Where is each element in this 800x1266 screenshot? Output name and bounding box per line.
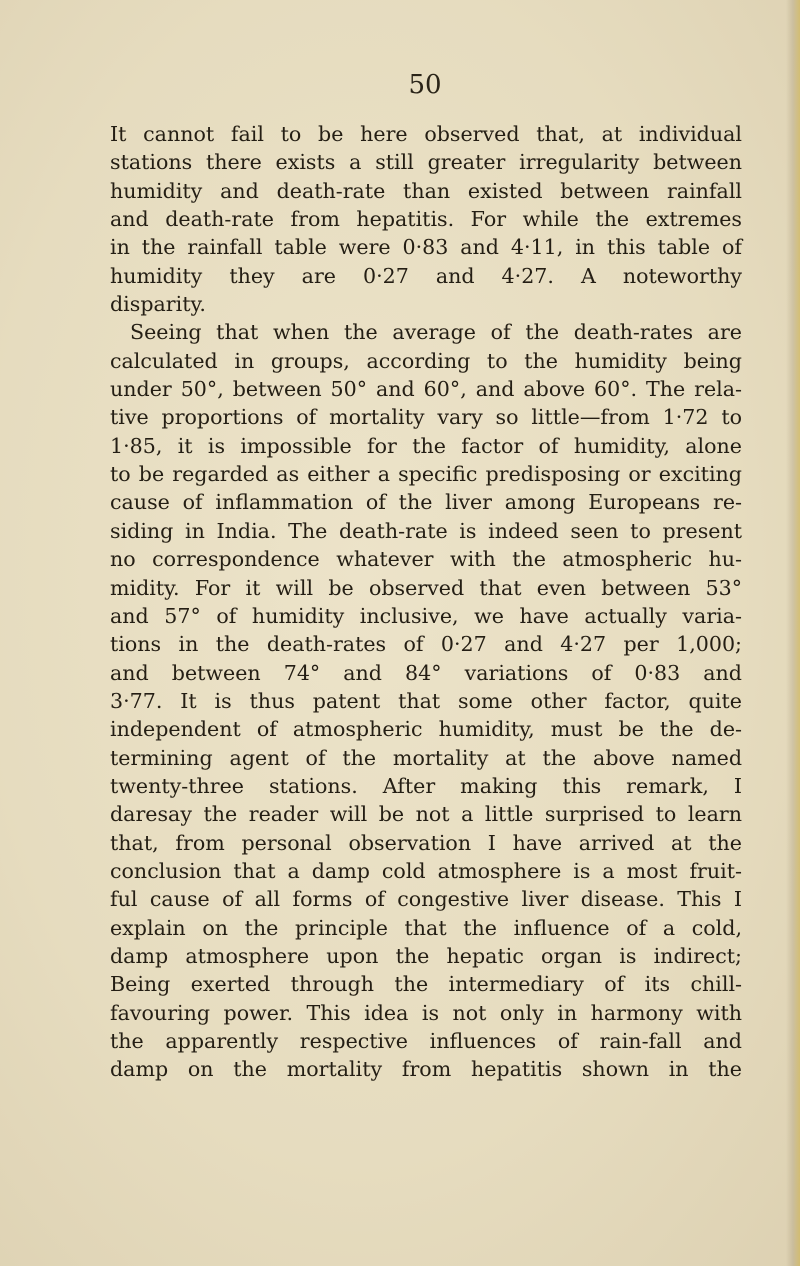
text-line: siding in India. The death-rate is indeed seen to present <box>110 518 742 543</box>
text-line: tions in the death-rates of 0·27 and 4·27 per 1,000; <box>110 632 742 657</box>
text-line: to be regarded as either a specific predisposing or exciting <box>110 462 742 487</box>
text-line: 1·85, it is impossible for the factor of humidity, alone <box>110 433 742 458</box>
text-line: cause of inflammation of the liver among Europeans re- <box>110 490 742 515</box>
text-line: daresay the reader will be not a little surprised to learn <box>110 802 742 827</box>
text-line: midity. For it will be observed that even between 53° <box>110 575 742 600</box>
text-line: damp on the mortality from hepatitis shown in the <box>110 1057 742 1082</box>
text-line: that, from personal observation I have arrived at the <box>110 830 742 855</box>
text-line: It cannot fail to be here observed that, at individual <box>110 122 742 146</box>
text-line: no correspondence whatever with the atmospheric hu- <box>110 547 742 572</box>
text-line: humidity they are 0·27 and 4·27. A noteworthy <box>110 263 742 288</box>
text-line: favouring power. This idea is not only in harmony with <box>110 1000 742 1025</box>
text-line: Seeing that when the average of the death-rates are <box>130 320 742 345</box>
page-edge-shadow <box>786 0 800 1266</box>
text-line: Being exerted through the intermediary of its chill- <box>110 972 742 997</box>
text-line: and 57° of humidity inclusive, we have actually varia- <box>110 603 742 628</box>
text-line: tive proportions of mortality vary so little—from 1·72 to <box>110 405 742 430</box>
text-line: termining agent of the mortality at the above named <box>110 745 742 770</box>
text-line: ful cause of all forms of congestive liver disease. This I <box>110 887 742 912</box>
text-line: humidity and death-rate than existed between rainfall <box>110 178 742 203</box>
text-line: 3·77. It is thus patent that some other factor, quite <box>110 688 742 713</box>
text-line: calculated in groups, according to the humidity being <box>110 348 742 373</box>
text-line: explain on the principle that the influence of a cold, <box>110 915 742 940</box>
text-line: independent of atmospheric humidity, must be the de- <box>110 717 742 742</box>
text-line: under 50°, between 50° and 60°, and above 60°. The rela- <box>110 377 742 402</box>
text-line: disparity. <box>110 292 206 317</box>
body-text <box>110 120 742 1084</box>
text-line: conclusion that a damp cold atmosphere is a most fruit- <box>110 858 742 883</box>
text-line: twenty-three stations. After making this remark, I <box>110 773 742 798</box>
text-line: and between 74° and 84° variations of 0·83 and <box>110 660 742 685</box>
text-line: stations there exists a still greater irregularity between <box>110 150 742 175</box>
page-number: 50 <box>408 70 442 100</box>
text-line: damp atmosphere upon the hepatic organ is indirect; <box>110 943 742 968</box>
text-line: and death-rate from hepatitis. For while the extremes <box>110 207 742 232</box>
text-line: in the rainfall table were 0·83 and 4·11, in this table of <box>110 235 742 260</box>
text-line: the apparently respective influences of rain-fall and <box>110 1029 742 1053</box>
